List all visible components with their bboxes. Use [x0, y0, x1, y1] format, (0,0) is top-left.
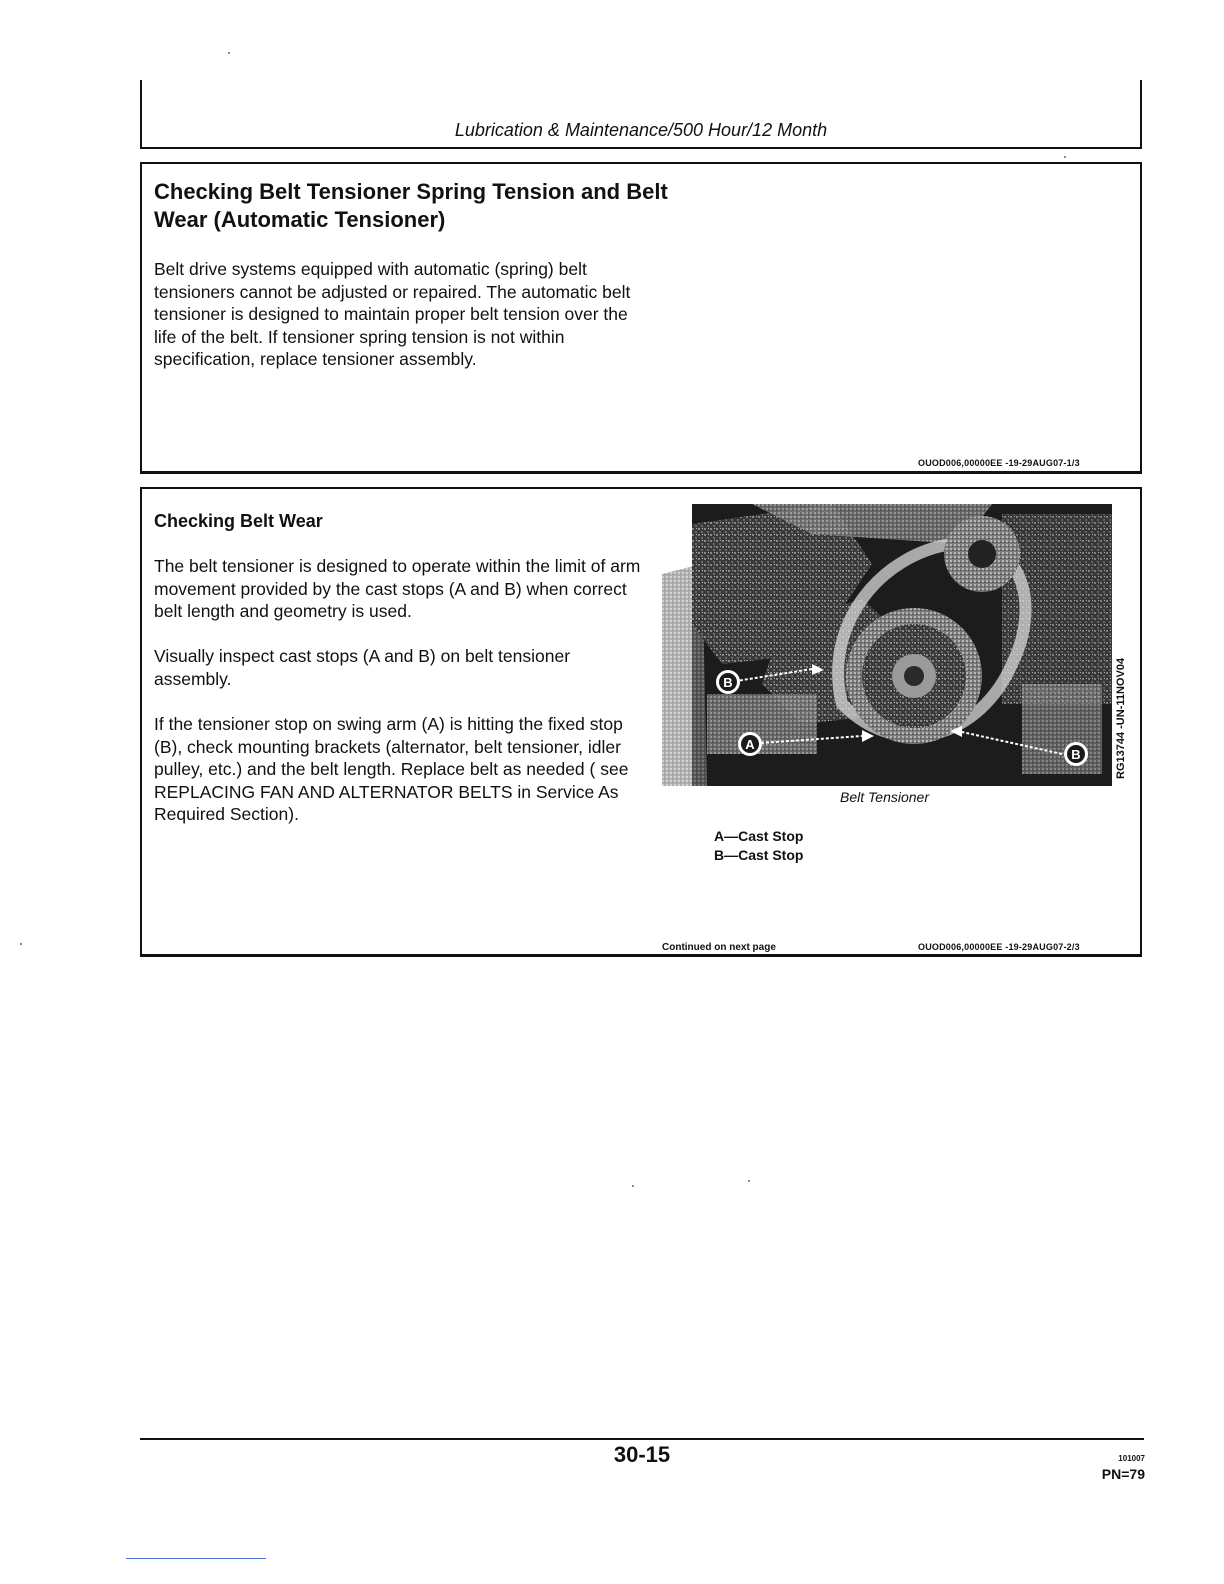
callout-b-right: B	[1071, 747, 1081, 762]
continued-note: Continued on next page	[662, 942, 776, 953]
date-code: 101007	[1118, 1454, 1145, 1463]
scan-speck	[1064, 156, 1066, 158]
scan-speck	[20, 943, 22, 945]
reference-code: OUOD006,00000EE -19-29AUG07-1/3	[918, 458, 1080, 468]
page-pn: PN=79	[1101, 1466, 1145, 1482]
page-number: 30-15	[613, 1442, 671, 1467]
running-head: Lubrication & Maintenance/500 Hour/12 Month	[454, 120, 828, 140]
scan-speck	[632, 1185, 634, 1187]
scan-speck	[228, 52, 230, 54]
figure-legend	[714, 827, 803, 865]
figure-code: RG13744 -UN-11NOV04	[1115, 657, 1127, 779]
section-title: Checking Belt Tensioner Spring Tension and Belt Wear (Automatic Tensioner)	[154, 179, 668, 232]
belt-tensioner-photo	[662, 504, 1112, 786]
legend-item: B—Cast Stop	[714, 847, 804, 863]
header-rule-right	[1140, 80, 1142, 148]
paragraph: The belt tensioner is designed to operate within the limit of arm movement provided by the cast stops (A and B) when correct belt length and geometry is used.	[154, 556, 641, 621]
footer-rule	[140, 1438, 1144, 1440]
reference-code: OUOD006,00000EE -19-29AUG07-2/3	[918, 942, 1080, 952]
section-subtitle: Checking Belt Wear	[154, 511, 323, 531]
figure-code-wrapper	[1115, 639, 1135, 779]
callout-b-right-marker	[1064, 742, 1088, 766]
section-spring-tension	[140, 162, 1142, 474]
section-belt-wear	[140, 487, 1142, 957]
section-body: Belt drive systems equipped with automatic (spring) belt tensioners cannot be adjusted or repaired. The automatic belt tensioner is designed to maintain proper belt tension over the life of the belt. If tensioner spring tension is not within specification, replace tensioner assembly.	[154, 259, 631, 369]
callout-b-left: B	[723, 675, 733, 690]
legend-item: A—Cast Stop	[714, 828, 804, 844]
paragraph: Visually inspect cast stops (A and B) on belt tensioner assembly.	[154, 646, 571, 689]
scan-link-rule	[126, 1558, 266, 1559]
scan-speck	[748, 1180, 750, 1182]
callout-b-left-marker	[716, 670, 740, 694]
callout-a-marker	[738, 732, 762, 756]
paragraph: If the tensioner stop on swing arm (A) is hitting the fixed stop (B), check mounting brackets (alternator, belt tensioner, idler pulley, etc.) and the belt length. Replace belt as needed ( see REPLACING FAN AND ALTERNATOR BELTS in Service As Required Section).	[154, 714, 629, 824]
callout-a: A	[745, 737, 755, 752]
header-rule-bottom	[140, 147, 1142, 149]
figure-caption: Belt Tensioner	[840, 789, 929, 805]
